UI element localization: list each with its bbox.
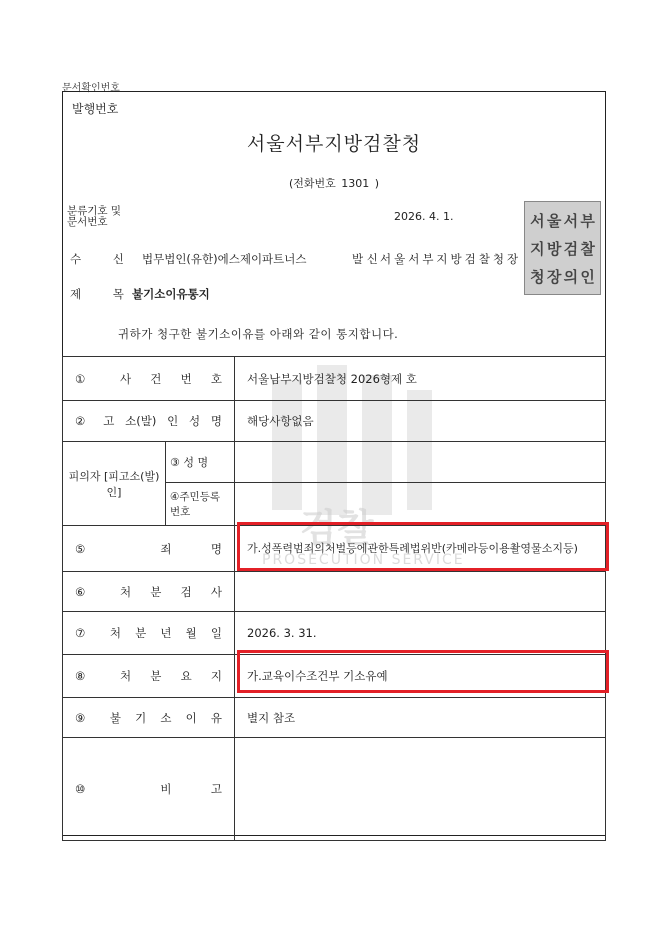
registration-number-label: ④주민등록번호 [166,483,235,526]
registration-number-value [235,483,606,526]
watermark-text: 검찰 [300,506,374,550]
name-value [235,442,606,483]
seal-char: 서 [530,211,545,230]
case-number-value: 서울남부지방검찰청 2026형제 호 [235,357,606,401]
case-number-label: ① 사 건 번 호 [63,357,235,401]
agency-title: 서울서부지방검찰청 [246,133,422,155]
table-row [63,401,606,442]
disposal-gist-highlight-box [237,650,609,693]
seal-char: 검 [563,239,579,258]
seal-char: 장 [546,267,562,286]
seal-char: 지 [530,239,545,258]
intro-text: 귀하가 청구한 불기소이유를 아래와 같이 통지합니다. [118,327,399,341]
seal-char: 찰 [580,239,595,258]
disposal-gist-label: ⑧ 처 분 요 지 [63,655,235,698]
crime-label: ⑤ 죄 명 [63,526,235,572]
complainant-label: ② 고 소(발) 인 성 명 [63,401,235,442]
crime-value: 가.성폭력범죄의처벌등에관한특례법위반(카메라등이용촬영물소지등) [235,526,606,572]
sender-value: 서울서부지방검찰청장 [380,252,522,266]
seal-char: 방 [546,239,562,258]
watermark-subtext: PROSECUTION SERVICE [262,552,465,568]
prosecutor-label: ⑥ 처 분 검 사 [63,572,235,612]
issue-number-label: 발행번호 [72,102,119,116]
seal-char: 울 [546,211,562,230]
suspect-label: 피의자 [피고소(발)인] [63,442,166,526]
disposal-date-value: 2026. 3. 31. [235,612,606,655]
reason-value: 별지 참조 [235,698,606,738]
recipient-value: 법무법인(유한)에스제이파트너스 [142,252,307,266]
reason-label: ⑨ 불 기 소 이 유 [63,698,235,738]
table-row [63,612,606,655]
complainant-value: 해당사항없음 [235,401,606,442]
name-label: ③ 성 명 [166,442,235,483]
disposal-date-label: ⑦ 처 분 년 월 일 [63,612,235,655]
table-row [63,442,606,483]
table-row [63,738,606,841]
subject-label: 제 목 [70,287,138,301]
prosecutor-value [235,572,606,612]
remarks-value [235,738,606,841]
official-seal [524,201,601,295]
crime-highlight-box [237,522,609,571]
recipient-label: 수 신 [70,252,138,266]
seal-char: 인 [580,267,595,286]
disposal-gist-value: 가.교육이수조건부 기소유예 [235,655,606,698]
remarks-label: ⑩ 비 고 [63,738,235,841]
document-id-label: 문서확인번호 [62,83,120,94]
phone-number: (전화번호 1301 ) [288,177,380,190]
notice-form-table [62,356,606,841]
seal-char: 서 [563,211,579,230]
seal-char: 청 [530,267,545,286]
table-row [63,698,606,738]
classification-label: 분류기호 및 문서번호 [67,205,122,228]
sender-label: 발 신 [352,252,378,266]
table-row [63,357,606,401]
table-row [63,572,606,612]
subject-value: 불기소이유통지 [132,287,210,301]
seal-char: 부 [580,211,595,230]
seal-char: 의 [563,267,579,286]
issue-date: 2026. 4. 1. [394,210,454,223]
